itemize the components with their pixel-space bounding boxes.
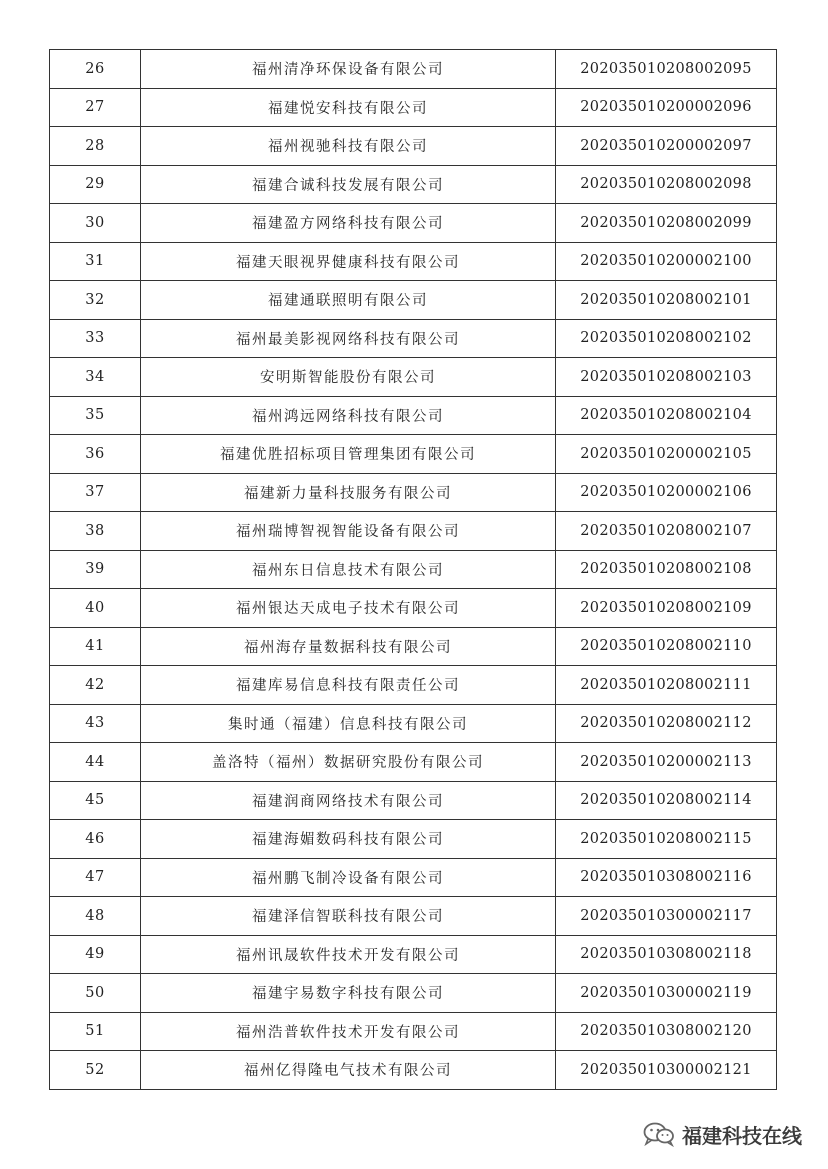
- table-row: [50, 435, 777, 474]
- registration-code-cell: 202035010208002102: [556, 319, 777, 358]
- registration-code-cell: 202035010200002097: [556, 127, 777, 166]
- company-name-cell: 福州视驰科技有限公司: [141, 127, 556, 166]
- row-number-cell: 45: [50, 781, 141, 820]
- registration-code-cell: 202035010208002108: [556, 550, 777, 589]
- table-row: [50, 550, 777, 589]
- table-row: [50, 319, 777, 358]
- row-number-cell: 46: [50, 820, 141, 859]
- table-row: [50, 820, 777, 859]
- row-number-cell: 33: [50, 319, 141, 358]
- table-row: [50, 396, 777, 435]
- company-name-cell: 福建库易信息科技有限责任公司: [141, 666, 556, 705]
- row-number-cell: 38: [50, 512, 141, 551]
- company-name-cell: 福建优胜招标项目管理集团有限公司: [141, 435, 556, 474]
- row-number-cell: 43: [50, 704, 141, 743]
- table-row: [50, 666, 777, 705]
- table-row: [50, 242, 777, 281]
- registration-code-cell: 202035010308002118: [556, 935, 777, 974]
- company-name-cell: 安明斯智能股份有限公司: [141, 358, 556, 397]
- table-row: [50, 473, 777, 512]
- company-name-cell: 福州银达天成电子技术有限公司: [141, 589, 556, 628]
- row-number-cell: 48: [50, 897, 141, 936]
- company-name-cell: 福建宇易数字科技有限公司: [141, 974, 556, 1013]
- company-name-cell: 福州讯晟软件技术开发有限公司: [141, 935, 556, 974]
- registration-code-cell: 202035010300002121: [556, 1051, 777, 1090]
- row-number-cell: 35: [50, 396, 141, 435]
- row-number-cell: 36: [50, 435, 141, 474]
- row-number-cell: 26: [50, 50, 141, 89]
- row-number-cell: 44: [50, 743, 141, 782]
- table-row: [50, 858, 777, 897]
- row-number-cell: 50: [50, 974, 141, 1013]
- company-name-cell: 盖洛特（福州）数据研究股份有限公司: [141, 743, 556, 782]
- registration-code-cell: 202035010308002120: [556, 1012, 777, 1051]
- row-number-cell: 29: [50, 165, 141, 204]
- company-name-cell: 福州鹏飞制冷设备有限公司: [141, 858, 556, 897]
- watermark-text: 福建科技在线: [682, 1123, 802, 1148]
- table-row: [50, 88, 777, 127]
- registration-code-cell: 202035010208002112: [556, 704, 777, 743]
- table-row: [50, 512, 777, 551]
- table-row: [50, 704, 777, 743]
- registration-code-cell: 202035010208002098: [556, 165, 777, 204]
- table-row: [50, 589, 777, 628]
- company-name-cell: 福州清净环保设备有限公司: [141, 50, 556, 89]
- registration-code-cell: 202035010208002099: [556, 204, 777, 243]
- table-body: [50, 50, 777, 1090]
- registration-code-cell: 202035010208002095: [556, 50, 777, 89]
- registration-code-cell: 202035010208002110: [556, 627, 777, 666]
- company-name-cell: 福建泽信智联科技有限公司: [141, 897, 556, 936]
- table-row: [50, 50, 777, 89]
- registration-code-cell: 202035010200002100: [556, 242, 777, 281]
- company-name-cell: 福建悦安科技有限公司: [141, 88, 556, 127]
- company-name-cell: 福建海媚数码科技有限公司: [141, 820, 556, 859]
- watermark: [642, 1118, 802, 1150]
- registration-code-cell: 202035010300002117: [556, 897, 777, 936]
- company-name-cell: 福建通联照明有限公司: [141, 281, 556, 320]
- registration-code-cell: 202035010208002114: [556, 781, 777, 820]
- company-name-cell: 福建天眼视界健康科技有限公司: [141, 242, 556, 281]
- row-number-cell: 41: [50, 627, 141, 666]
- table-row: [50, 781, 777, 820]
- company-name-cell: 福建盈方网络科技有限公司: [141, 204, 556, 243]
- registration-code-cell: 202035010200002105: [556, 435, 777, 474]
- company-name-cell: 福州海存量数据科技有限公司: [141, 627, 556, 666]
- row-number-cell: 39: [50, 550, 141, 589]
- wechat-official-account-icon: [642, 1120, 676, 1148]
- registration-code-cell: 202035010200002113: [556, 743, 777, 782]
- registration-code-cell: 202035010200002106: [556, 473, 777, 512]
- table-row: [50, 127, 777, 166]
- table-row: [50, 1051, 777, 1090]
- table-row: [50, 627, 777, 666]
- table-row: [50, 743, 777, 782]
- row-number-cell: 34: [50, 358, 141, 397]
- row-number-cell: 31: [50, 242, 141, 281]
- company-name-cell: 福州亿得隆电气技术有限公司: [141, 1051, 556, 1090]
- registration-code-cell: 202035010208002109: [556, 589, 777, 628]
- table-row: [50, 281, 777, 320]
- row-number-cell: 40: [50, 589, 141, 628]
- company-name-cell: 福州浩普软件技术开发有限公司: [141, 1012, 556, 1051]
- table-row: [50, 165, 777, 204]
- company-name-cell: 福州瑞博智视智能设备有限公司: [141, 512, 556, 551]
- table-row: [50, 358, 777, 397]
- row-number-cell: 30: [50, 204, 141, 243]
- company-name-cell: 福建新力量科技服务有限公司: [141, 473, 556, 512]
- row-number-cell: 51: [50, 1012, 141, 1051]
- table-row: [50, 897, 777, 936]
- registration-code-cell: 202035010208002115: [556, 820, 777, 859]
- registration-code-cell: 202035010308002116: [556, 858, 777, 897]
- company-name-cell: 福州东日信息技术有限公司: [141, 550, 556, 589]
- company-name-cell: 集时通（福建）信息科技有限公司: [141, 704, 556, 743]
- row-number-cell: 42: [50, 666, 141, 705]
- company-name-cell: 福州最美影视网络科技有限公司: [141, 319, 556, 358]
- table-row: [50, 1012, 777, 1051]
- row-number-cell: 52: [50, 1051, 141, 1090]
- row-number-cell: 47: [50, 858, 141, 897]
- table-row: [50, 935, 777, 974]
- table-row: [50, 974, 777, 1013]
- registration-code-cell: 202035010200002096: [556, 88, 777, 127]
- registration-code-cell: 202035010208002101: [556, 281, 777, 320]
- company-list-table: [49, 49, 777, 1090]
- registration-code-cell: 202035010208002104: [556, 396, 777, 435]
- company-name-cell: 福建合诚科技发展有限公司: [141, 165, 556, 204]
- row-number-cell: 28: [50, 127, 141, 166]
- row-number-cell: 49: [50, 935, 141, 974]
- company-name-cell: 福建润商网络技术有限公司: [141, 781, 556, 820]
- row-number-cell: 37: [50, 473, 141, 512]
- registration-code-cell: 202035010208002107: [556, 512, 777, 551]
- row-number-cell: 32: [50, 281, 141, 320]
- row-number-cell: 27: [50, 88, 141, 127]
- company-name-cell: 福州鸿远网络科技有限公司: [141, 396, 556, 435]
- registration-code-cell: 202035010300002119: [556, 974, 777, 1013]
- registration-code-cell: 202035010208002111: [556, 666, 777, 705]
- registration-code-cell: 202035010208002103: [556, 358, 777, 397]
- table-row: [50, 204, 777, 243]
